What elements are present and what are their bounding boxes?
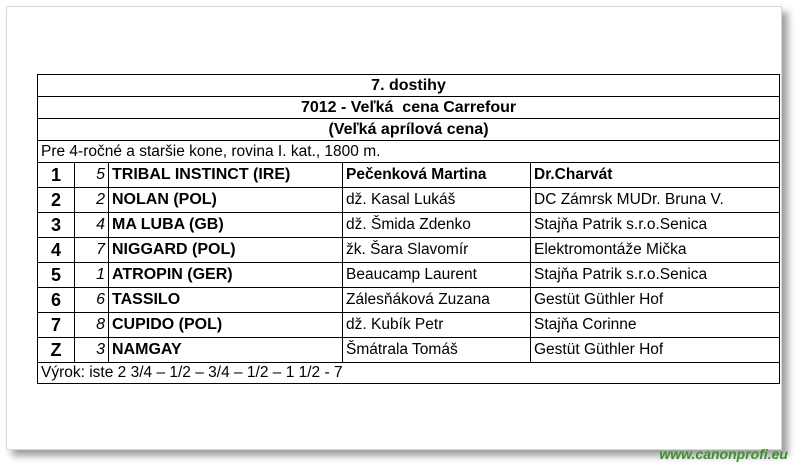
jockey-name: dž. Kasal Lukáš (343, 188, 531, 213)
result-row (38, 313, 780, 338)
position: 6 (38, 288, 75, 313)
start-number: 5 (75, 163, 109, 188)
trainer-name: Gestüt Güthler Hof (531, 288, 780, 313)
position: 2 (38, 188, 75, 213)
trainer-name: Stajňa Patrik s.r.o.Senica (531, 213, 780, 238)
jockey-name: dž. Kubík Petr (343, 313, 531, 338)
race-subtitle: (Veľká aprílová cena) (38, 119, 780, 141)
race-conditions: Pre 4-ročné a staršie kone, rovina I. kat., 1800 m. (38, 141, 780, 163)
position: 7 (38, 313, 75, 338)
result-row (38, 238, 780, 263)
horse-name: NIGGARD (POL) (109, 238, 343, 263)
horse-name: MA LUBA (GB) (109, 213, 343, 238)
horse-name: TRIBAL INSTINCT (IRE) (109, 163, 343, 188)
trainer-name: Gestüt Güthler Hof (531, 338, 780, 363)
horse-name: CUPIDO (POL) (109, 313, 343, 338)
jockey-name: Pečenková Martina (343, 163, 531, 188)
position: 3 (38, 213, 75, 238)
jockey-name: Beaucamp Laurent (343, 263, 531, 288)
start-number: 2 (75, 188, 109, 213)
trainer-name: DC Zámrsk MUDr. Bruna V. (531, 188, 780, 213)
result-row (38, 213, 780, 238)
trainer-name: Elektromontáže Mička (531, 238, 780, 263)
jockey-name: Zálesňáková Zuzana (343, 288, 531, 313)
result-row (38, 163, 780, 188)
position: 4 (38, 238, 75, 263)
trainer-name: Stajňa Patrik s.r.o.Senica (531, 263, 780, 288)
position: Z (38, 338, 75, 363)
jockey-name: Šmátrala Tomáš (343, 338, 531, 363)
results-card (6, 6, 782, 450)
race-name: 7012 - Veľká cena Carrefour (38, 97, 780, 119)
verdict-footer: Výrok: iste 2 3/4 – 1/2 – 3/4 – 1/2 – 1 1/2 - 7 (38, 363, 780, 384)
start-number: 1 (75, 263, 109, 288)
position: 5 (38, 263, 75, 288)
result-row (38, 263, 780, 288)
horse-name: NOLAN (POL) (109, 188, 343, 213)
horse-name: TASSILO (109, 288, 343, 313)
race-title: 7. dostihy (38, 75, 780, 97)
start-number: 6 (75, 288, 109, 313)
start-number: 7 (75, 238, 109, 263)
trainer-name: Stajňa Corinne (531, 313, 780, 338)
horse-name: ATROPIN (GER) (109, 263, 343, 288)
position: 1 (38, 163, 75, 188)
jockey-name: dž. Šmida Zdenko (343, 213, 531, 238)
result-row (38, 188, 780, 213)
results-table (37, 74, 780, 384)
start-number: 4 (75, 213, 109, 238)
jockey-name: žk. Šara Slavomír (343, 238, 531, 263)
result-row (38, 288, 780, 313)
start-number: 3 (75, 338, 109, 363)
trainer-name: Dr.Charvát (531, 163, 780, 188)
result-row (38, 338, 780, 363)
start-number: 8 (75, 313, 109, 338)
watermark: www.canonprofi.eu (659, 446, 788, 462)
horse-name: NAMGAY (109, 338, 343, 363)
